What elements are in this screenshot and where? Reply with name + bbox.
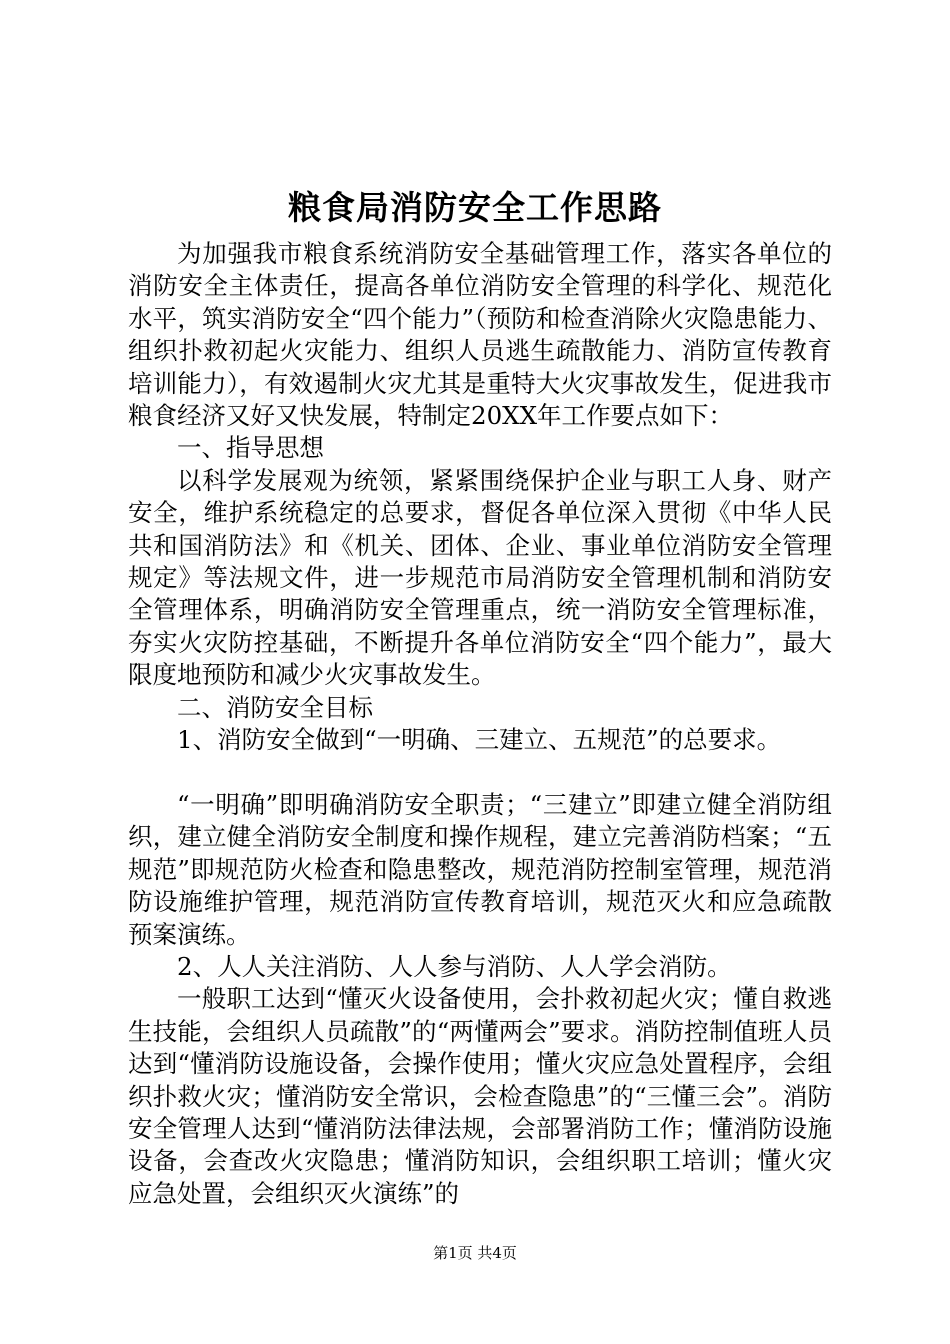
- document-title: 粮食局消防安全工作思路: [288, 188, 662, 227]
- paragraph-goal-2: 2、人人关注消防、人人参与消防、人人学会消防。: [177, 951, 732, 981]
- page-number: 第1页 共4页: [433, 1244, 517, 1262]
- paragraph-goal-1-detail: “一明确”即明确消防安全职责；“三建立”即建立健全消防组织，建立健全消防安全制度和操作规程，建立完善消防档案；“五规范”即规范防火检查和隐患整改，规范消防控制室管理，规范消防设施维护管理，规范消防宣传教育培训，规范灭火和应急疏散预案演练。: [128, 789, 832, 949]
- paragraph-intro: 为加强我市粮食系统消防安全基础管理工作，落实各单位的消防安全主体责任，提高各单位消防安全管理的科学化、规范化水平，筑实消防安全“四个能力”（预防和检查消除火灾隐患能力、组织扑救初起火灾能力、组织人员逃生疏散能力、消防宣传教育培训能力），有效遏制火灾尤其是重特大火灾事故发生，促进我市粮食经济又好又快发展，特制定20XX年工作要点如下：: [128, 239, 832, 431]
- paragraph-goal-1: 1、消防安全做到“一明确、三建立、五规范”的总要求。: [177, 725, 782, 755]
- document-body: [128, 238, 832, 1210]
- heading-safety-goals: 二、消防安全目标: [177, 692, 373, 722]
- heading-guiding-thought: 一、指导思想: [177, 433, 324, 463]
- paragraph-goal-2-detail: 一般职工达到“懂灭火设备使用，会扑救初起火灾；懂自救逃生技能，会组织人员疏散”的“两懂两会”要求。消防控制值班人员达到“懂消防设施设备，会操作使用；懂火灾应急处置程序，会组织扑救火灾；懂消防安全常识，会检查隐患”的“三懂三会”。消防安全管理人达到“懂消防法律法规，会部署消防工作；懂消防设施设备，会查改火灾隐患；懂消防知识，会组织职工培训；懂火灾应急处置，会组织灭火演练”的: [128, 984, 832, 1208]
- paragraph-guiding-thought: 以科学发展观为统领，紧紧围绕保护企业与职工人身、财产安全，维护系统稳定的总要求，督促各单位深入贯彻《中华人民共和国消防法》和《机关、团体、企业、事业单位消防安全管理规定》等法规文件，进一步规范市局消防安全管理机制和消防安全管理体系，明确消防安全管理重点，统一消防安全管理标准，夯实火灾防控基础，不断提升各单位消防安全“四个能力”，最大限度地预防和减少火灾事故发生。: [128, 465, 832, 690]
